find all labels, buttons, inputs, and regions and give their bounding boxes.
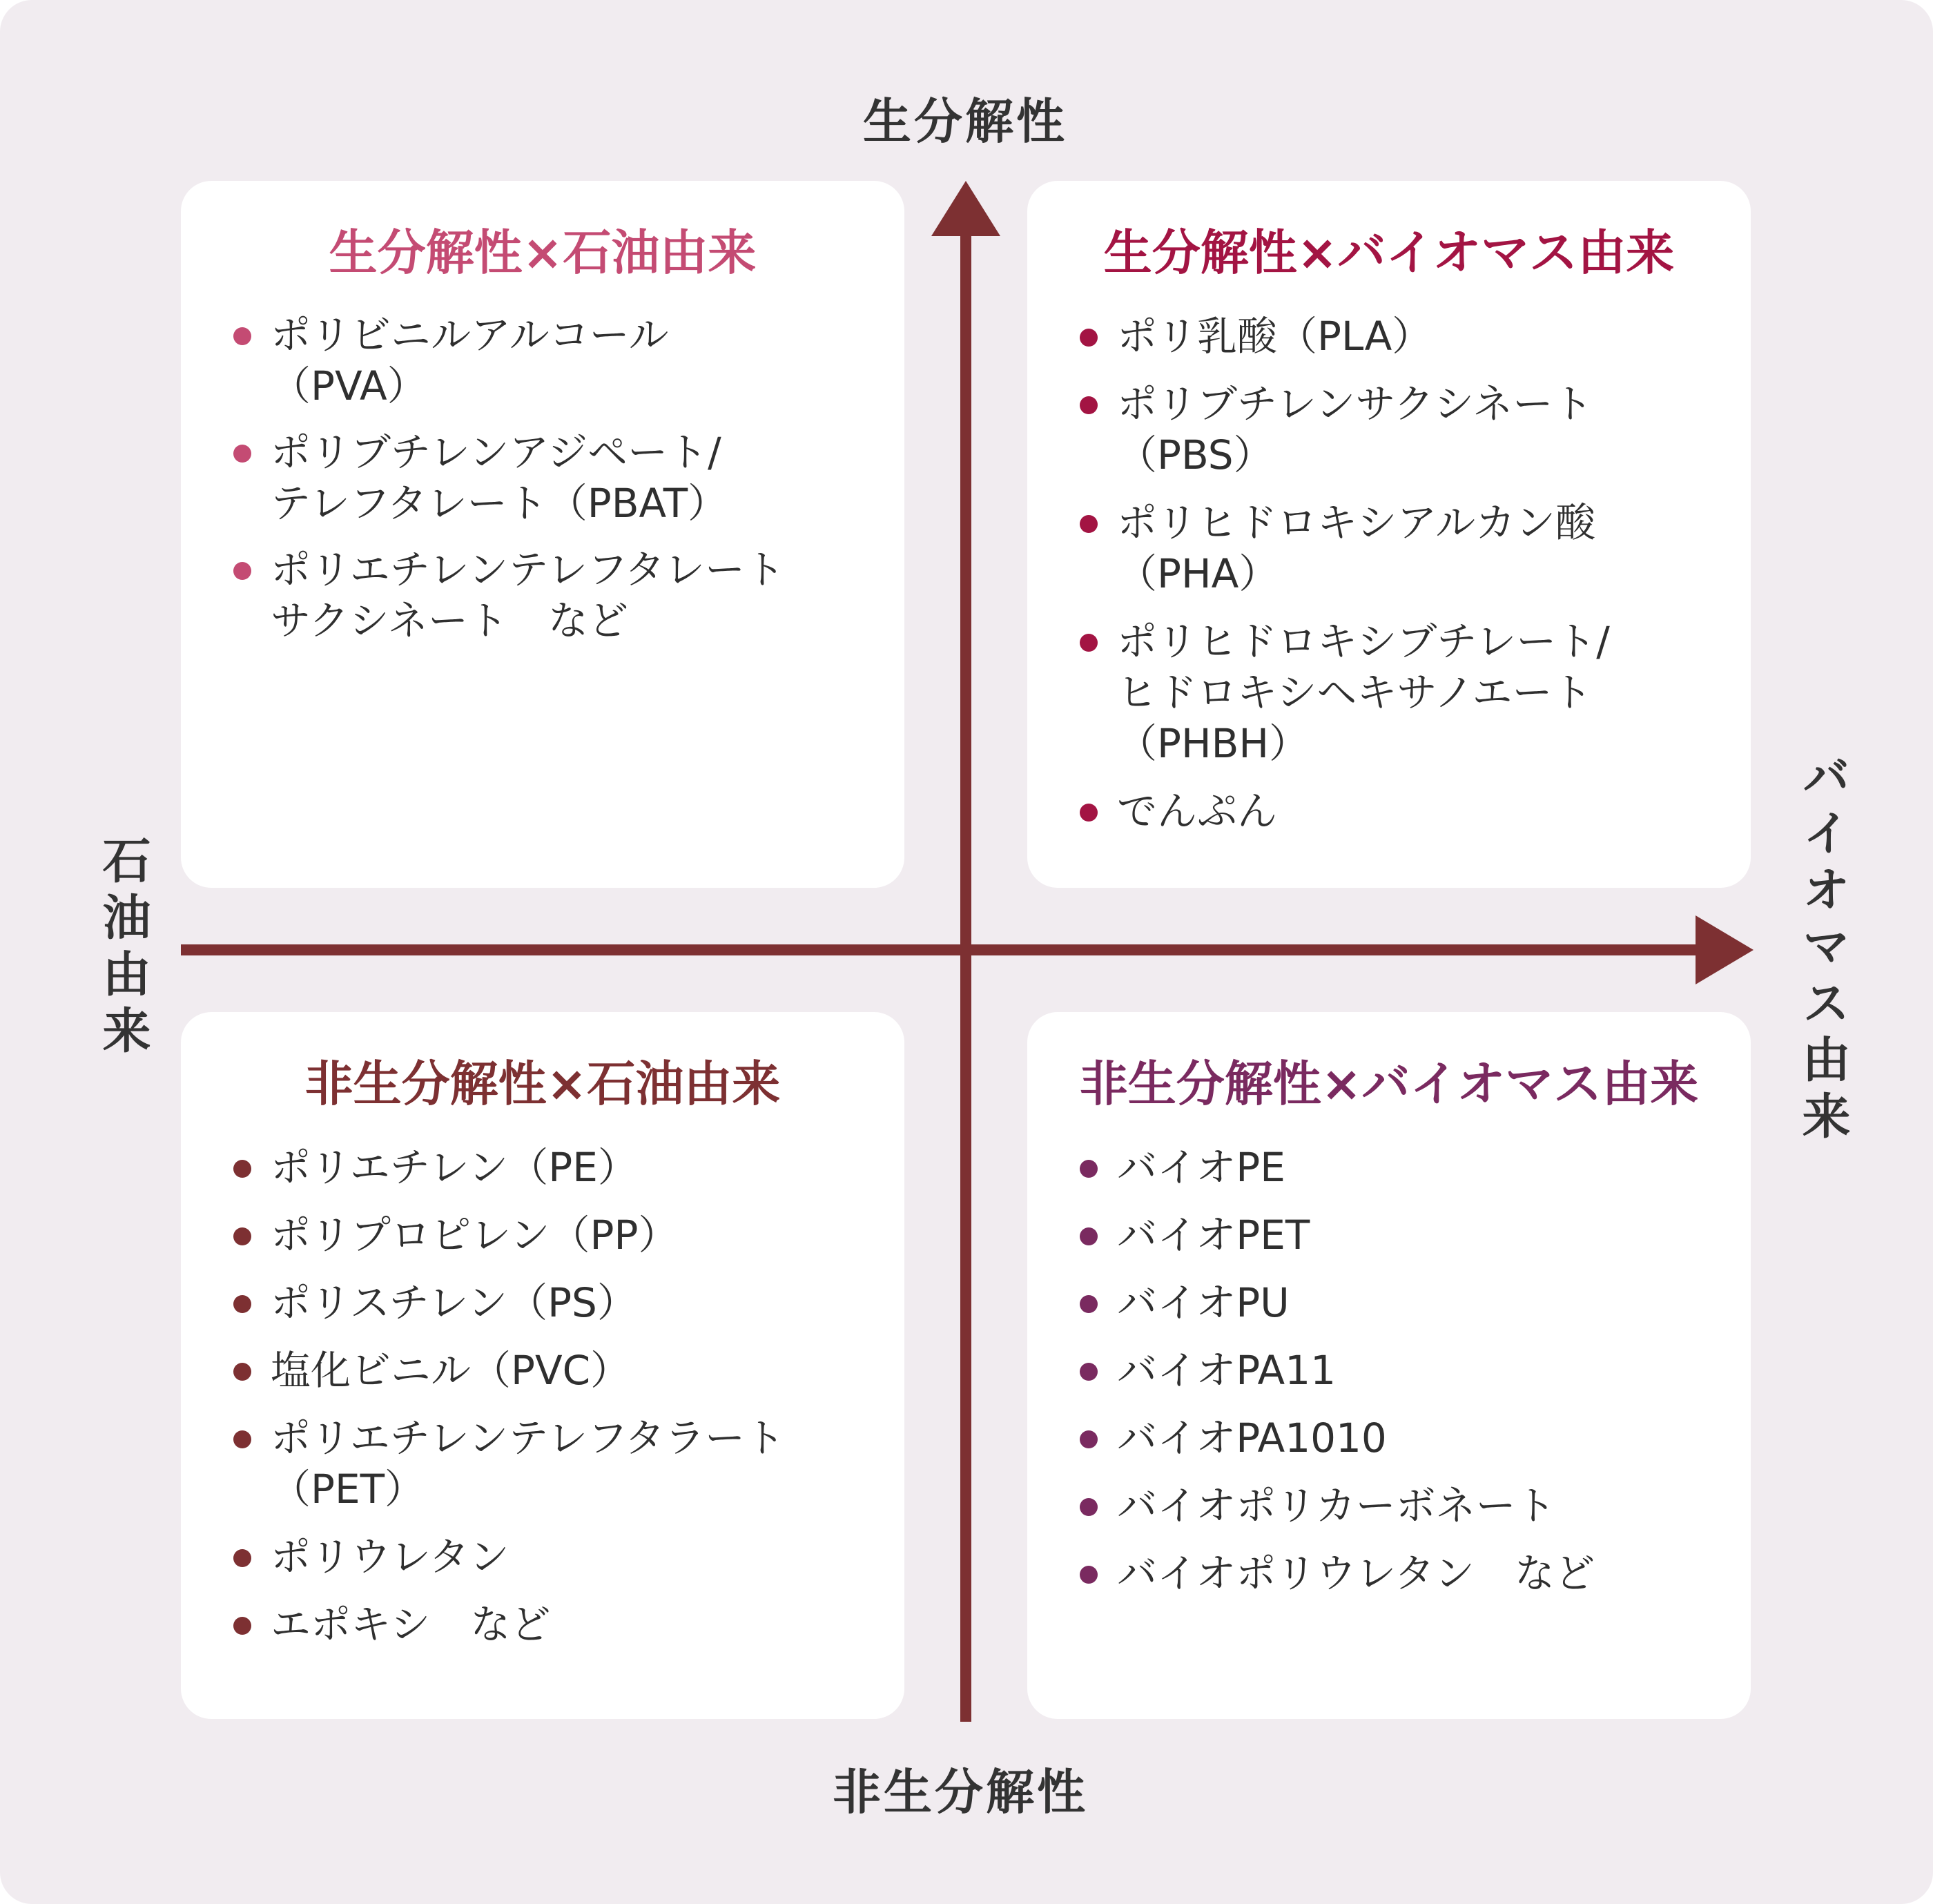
bullet-icon [233,562,251,580]
quadrant-title: 非生分解性×石油由来 [304,1056,781,1112]
bullet-icon [1080,1498,1098,1516]
quadrant-bottom-left [181,1012,904,1719]
bullet-icon [1080,634,1098,652]
list-item-label: ポリプロピレン（PP） [271,1212,679,1259]
material-list [233,309,884,661]
axis-label-top: 生分解性 [863,93,1067,150]
list-item [1080,1480,1730,1531]
list-item-label: バイオポリウレタン など [1117,1550,1595,1597]
bullet-icon [233,1549,251,1567]
material-list [1080,1142,1730,1615]
axis-label-right: バイオマス由来 [1794,751,1851,1147]
bullet-icon [233,445,251,463]
list-item-label: バイオPA1010 [1117,1415,1387,1461]
list-item-label: ポリヒドロキシアルカン酸 （PHA） [1117,499,1596,597]
bullet-icon [233,1295,251,1313]
list-item [1080,1277,1730,1328]
vertical-axis-arrowhead [931,181,1000,236]
list-item-label: ポリエチレン（PE） [271,1144,638,1191]
quadrant-title: 生分解性×石油由来 [329,224,757,281]
list-item [1080,1345,1730,1396]
list-item [233,1412,884,1515]
bullet-icon [1080,1160,1098,1178]
bullet-icon [1080,1430,1098,1448]
quadrant-title: 非生分解性×バイオマス由来 [1079,1056,1699,1112]
quadrant-top-right [1027,181,1751,888]
list-item-label: ポリヒドロキシブチレート/ ヒドロキシヘキサノエート （PHBH） [1117,618,1610,767]
list-item [1080,786,1730,837]
axis-label-bottom: 非生分解性 [833,1764,1088,1820]
bullet-icon [1080,396,1098,414]
list-item-label: バイオPA11 [1117,1347,1337,1394]
list-item [1080,497,1730,599]
horizontal-axis-arrowhead [1696,915,1754,984]
bullet-icon [1080,329,1098,347]
bullet-icon [1080,1295,1098,1313]
list-item-label: ポリエチレンテレフタレート サクシネート など [271,546,786,644]
list-item [1080,1142,1730,1193]
list-item-label: ポリスチレン（PS） [271,1279,637,1326]
list-item-label: バイオPU [1117,1279,1290,1326]
bullet-icon [233,327,251,345]
list-item [1080,616,1730,769]
quadrant-bottom-right [1027,1012,1751,1719]
list-item-label: ポリウレタン [271,1533,509,1580]
bullet-icon [233,1363,251,1381]
list-item-label: 塩化ビニル（PVC） [271,1347,631,1394]
axis-label-left: 石油由来 [95,835,151,1062]
list-item [233,1142,884,1193]
list-item-label: バイオポリカーボネート [1117,1482,1556,1529]
bullet-icon [233,1227,251,1245]
list-item [233,1345,884,1396]
bullet-icon [1080,1227,1098,1245]
list-item [1080,1412,1730,1464]
bullet-icon [233,1430,251,1448]
bullet-icon [1080,1363,1098,1381]
list-item [1080,378,1730,480]
bullet-icon [1080,804,1098,822]
list-item-label: ポリ乳酸（PLA） [1117,313,1432,360]
list-item-label: エポキシ など [271,1601,551,1648]
list-item-label: ポリブチレンサクシネート （PBS） [1117,380,1593,478]
list-item [1080,1548,1730,1599]
list-item [233,309,884,411]
list-item [1080,1210,1730,1261]
list-item [1080,311,1730,362]
list-item-label: バイオPE [1117,1144,1285,1191]
quadrant-top-left [181,181,904,888]
list-item [233,1531,884,1582]
list-item [233,544,884,646]
list-item-label: ポリブチレンアジペート/ テレフタレート（PBAT） [271,429,728,527]
bullet-icon [1080,1566,1098,1584]
quadrant-title: 生分解性×バイオマス由来 [1103,224,1675,281]
list-item [233,427,884,529]
list-item [233,1210,884,1261]
list-item-label: ポリビニルアルコール （PVA） [271,311,669,409]
list-item-label: でんぷん [1117,788,1278,835]
list-item-label: ポリエチレンテレフタラート （PET） [271,1415,786,1513]
list-item-label: バイオPET [1117,1212,1310,1259]
material-list [1080,311,1730,853]
material-list [233,1142,884,1667]
list-item [233,1599,884,1650]
bullet-icon [233,1160,251,1178]
bullet-icon [233,1617,251,1635]
bullet-icon [1080,515,1098,533]
list-item [233,1277,884,1328]
